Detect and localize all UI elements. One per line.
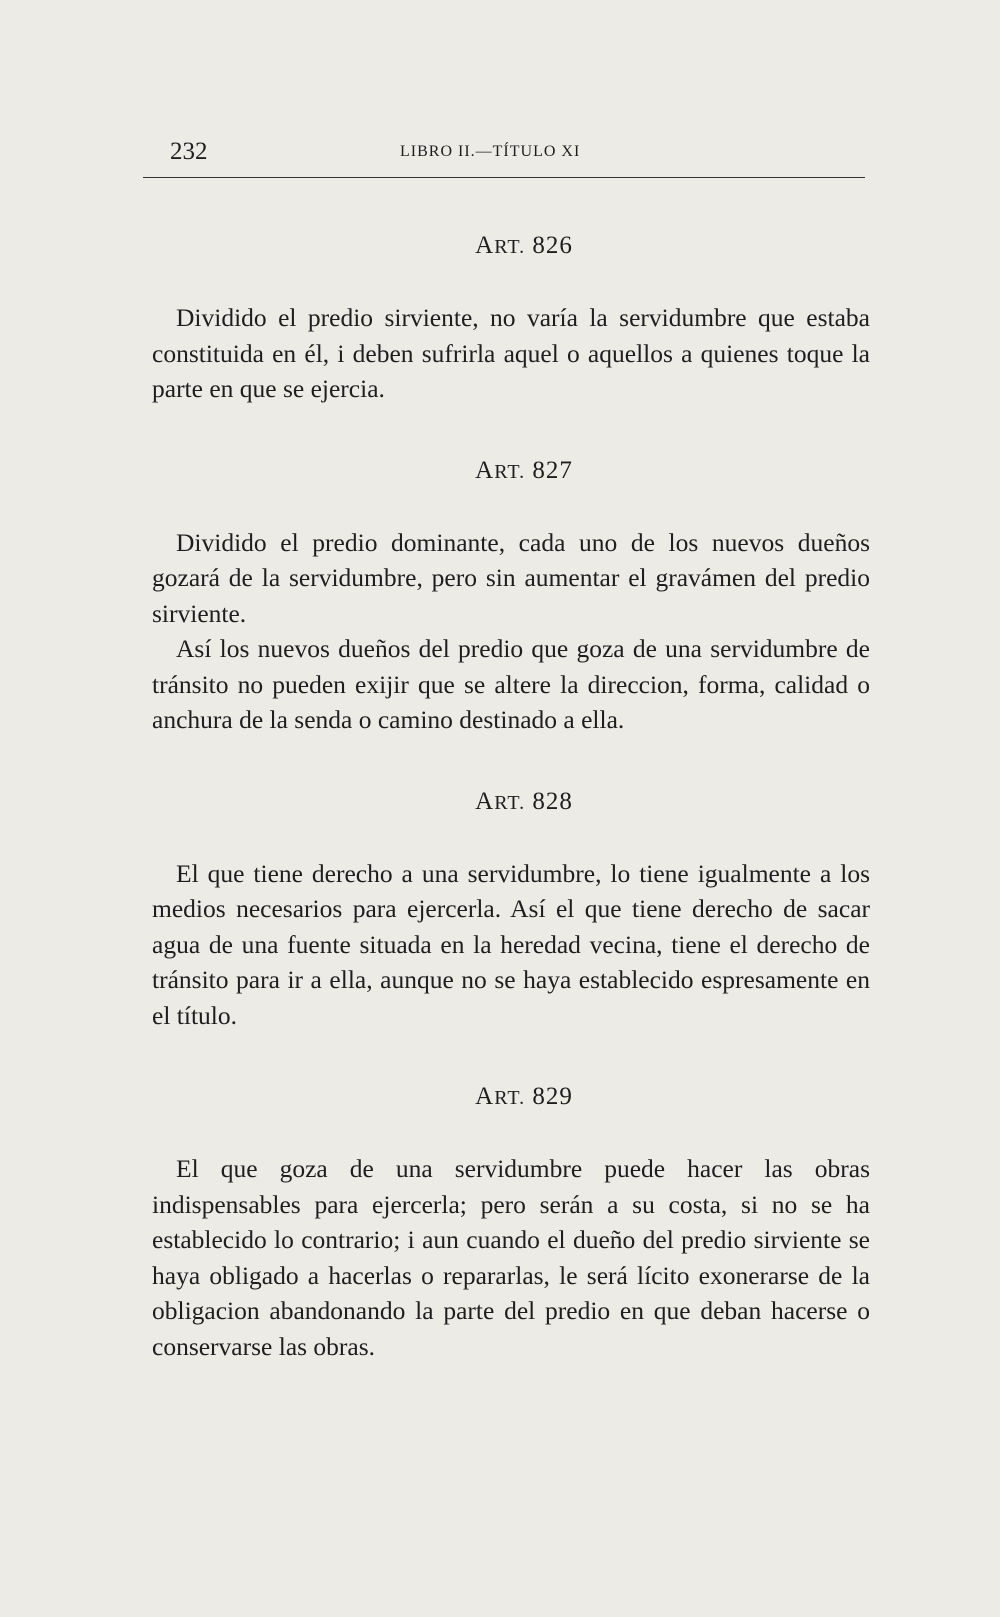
article-number: 826	[532, 232, 573, 259]
article-label: A	[475, 787, 495, 815]
article-heading-826	[152, 232, 870, 260]
article-827-paragraph-2: Así los nuevos dueños del predio que goza de una servidumbre de tránsito no pueden exijir que se altere la direccion, forma, calidad o anchura de la senda o camino destinado a ella.	[152, 634, 870, 734]
article-heading-828	[152, 788, 870, 816]
article-label-smallcaps: RT.	[494, 460, 526, 483]
article-label: A	[475, 456, 495, 484]
article-827-paragraph-1: Dividido el predio dominante, cada uno de los nuevos dueños gozará de la servidumbre, pero sin aumentar el gravámen del predio sirviente.	[152, 527, 870, 628]
article-number: 828	[532, 787, 573, 815]
page-header	[170, 138, 870, 174]
article-label: A	[475, 1083, 495, 1110]
article-label-smallcaps: RT.	[494, 236, 526, 258]
article-label: A	[475, 232, 495, 259]
page-body	[152, 222, 870, 1364]
page-number: 232	[170, 138, 208, 165]
article-number: 829	[532, 1083, 573, 1110]
article-label-smallcaps: RT.	[494, 791, 526, 814]
article-828-paragraph: El que tiene derecho a una servidumbre, lo tiene igualmente a los medios necesarios para ejercerla. Así el que tiene derecho de sacar agua de una fuente situada en la heredad vecina, tiene el derecho de tránsito para ir a ella, aunque no se haya establecido espresamente en el título.	[152, 858, 870, 1030]
article-label-smallcaps: RT.	[494, 1087, 526, 1109]
running-head: LIBRO II.—TÍTULO XI	[400, 143, 581, 160]
article-heading-827	[152, 457, 870, 485]
article-number: 827	[532, 456, 573, 484]
header-rule	[143, 177, 865, 178]
article-829-paragraph: El que goza de una servidumbre puede hacer las obras indispensables para ejercerla; pero serán a su costa, si no se ha establecido lo contrario; i aun cuando el dueño del predio sirviente se haya obligado a hacerlas o repararlas, le será lícito exonerarse de la obligacion abandonando la parte del predio en que deban hacerse o conservarse las obras.	[152, 1154, 870, 1361]
article-heading-829	[152, 1083, 870, 1111]
article-826-paragraph: Dividido el predio sirviente, no varía la servidumbre que estaba constituida en él, i deben sufrirla aquel o aquellos a quienes toque la parte en que se ejercia.	[152, 303, 870, 403]
